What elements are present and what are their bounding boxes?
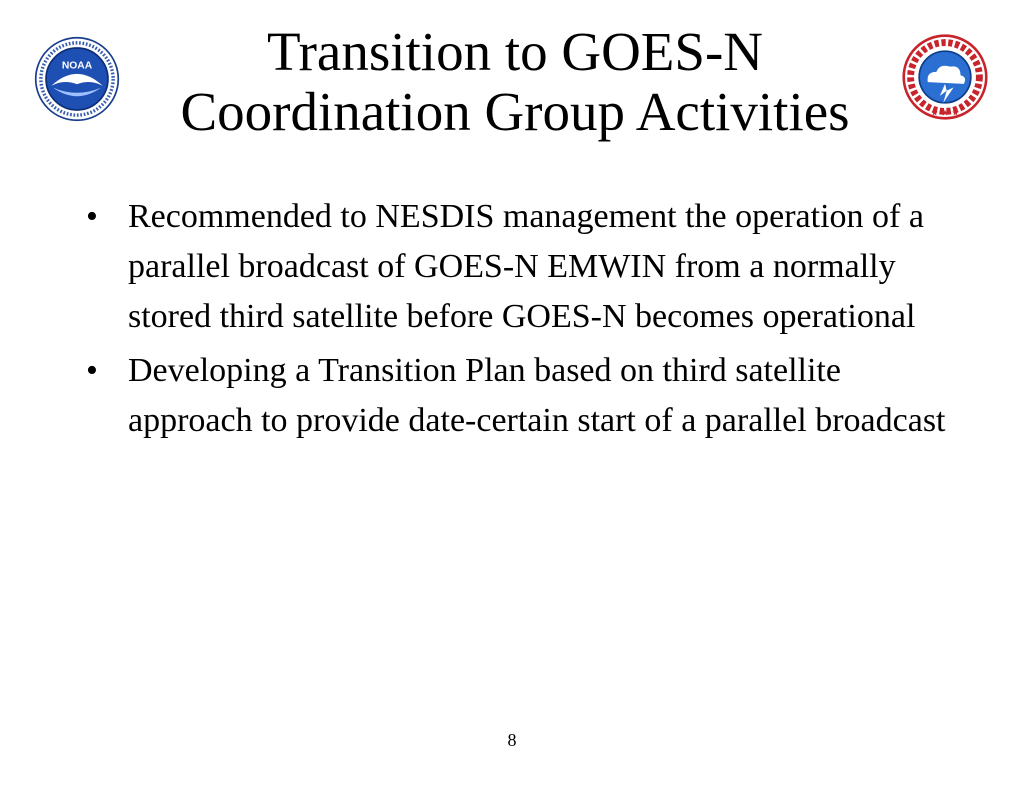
slide-title	[110, 22, 920, 142]
bullet-list	[82, 192, 952, 450]
bullet-text: Developing a Transition Plan based on third satellite approach to provide date-certain start of a parallel broadcast	[128, 352, 946, 439]
title-line-1: Transition to GOES-N	[266, 21, 764, 82]
title-line-2: Coordination Group Activities	[180, 81, 850, 142]
noaa-seal	[34, 36, 120, 122]
bullet-text: Recommended to NESDIS management the operation of a parallel broadcast of GOES-N EMWIN from a normally stored third satellite before GOES-N becomes operational	[128, 198, 924, 335]
page-number: 8	[507, 730, 517, 750]
bullet-marker: •	[86, 352, 98, 389]
svg-text:★ ★ ★: ★ ★ ★	[930, 108, 960, 119]
svg-text:NOAA: NOAA	[61, 60, 93, 72]
bullet-item	[82, 192, 952, 342]
bullet-item	[82, 346, 952, 446]
noaa-logo-icon	[34, 36, 120, 122]
bullet-marker: •	[86, 198, 98, 235]
